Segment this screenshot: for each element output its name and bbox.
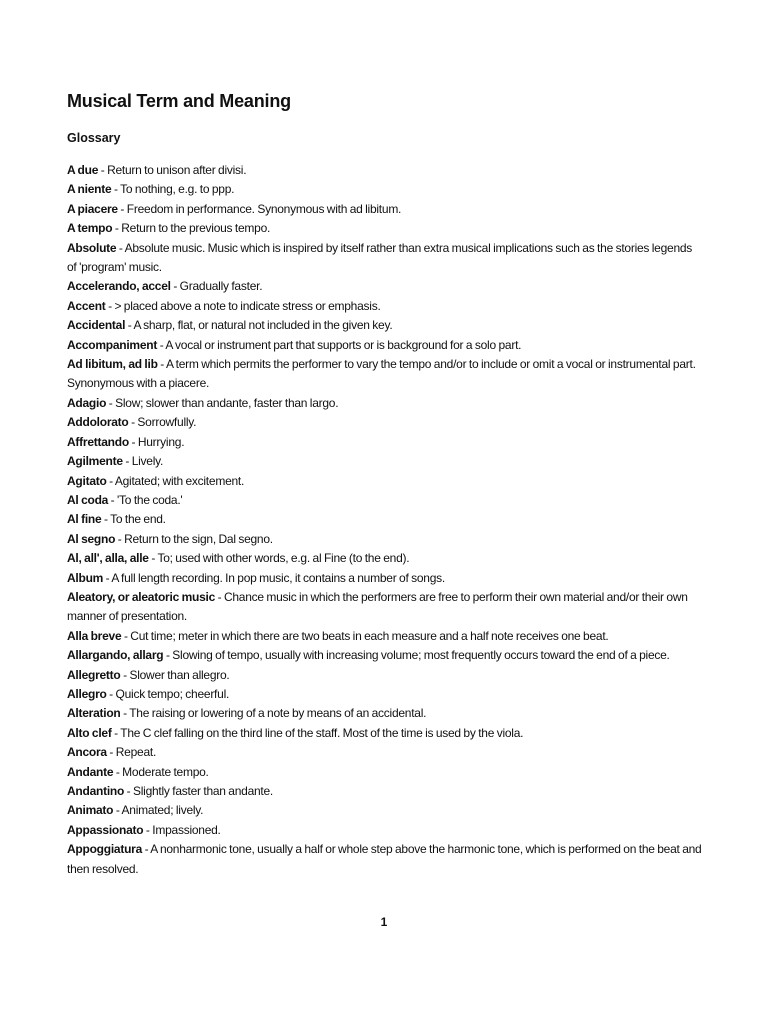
glossary-term: A due bbox=[67, 163, 99, 177]
glossary-entry: Appassionato - Impassioned. bbox=[67, 822, 221, 837]
glossary-entry: Adagio - Slow; slower than andante, faster than largo. bbox=[67, 395, 339, 410]
glossary-definition: Moderate tempo. bbox=[122, 764, 209, 779]
glossary-entry: Andante - Moderate tempo. bbox=[67, 764, 209, 779]
glossary-entry: Accidental - A sharp, flat, or natural not included in the given key. bbox=[67, 318, 393, 333]
glossary-definition: Hurrying. bbox=[137, 434, 185, 449]
glossary-definition: A nonharmonic tone, usually a half or whole step above the harmonic tone, which is performed on the beat and then resolved. bbox=[67, 842, 702, 876]
glossary-definition: Chance music in which the performers are free to perform their own material and/or their own manner of presentation. bbox=[67, 589, 688, 624]
glossary-definition: Lively. bbox=[131, 454, 164, 469]
glossary-entry: Alteration - The raising or lowering of a note by means of an accidental. bbox=[67, 706, 427, 721]
glossary-term: Andante bbox=[67, 764, 114, 779]
glossary-entry: Andantino - Slightly faster than andante. bbox=[67, 784, 274, 798]
glossary-entry: Al segno - Return to the sign, Dal segno. bbox=[67, 531, 273, 546]
glossary-entry: Addolorato - Sorrowfully. bbox=[67, 415, 197, 430]
glossary-entry: Ancora - Repeat. bbox=[67, 745, 157, 760]
glossary-term: Aleatory, or aleatoric music bbox=[67, 589, 216, 604]
glossary-entry: Al fine - To the end. bbox=[67, 512, 166, 527]
glossary-entry: Al, all', alla, alle - To; used with other words, e.g. al Fine (to the end). bbox=[67, 551, 410, 566]
glossary-entry: Alto clef - The C clef falling on the third line of the staff. Most of the time is used by the viola. bbox=[67, 725, 524, 740]
glossary-entry: Accelerando, accel - Gradually faster. bbox=[67, 279, 263, 294]
glossary-definition: Return to the previous tempo. bbox=[121, 221, 271, 236]
glossary-entry: Animato - Animated; lively. bbox=[67, 803, 204, 818]
glossary-entry: Alla breve - Cut time; meter in which there are two beats in each measure and a half note receives one beat. bbox=[67, 628, 609, 643]
glossary-definition: Absolute music. Music which is inspired by itself rather than extra musical implications such as the stories legends of 'program' music. bbox=[67, 240, 693, 275]
glossary-definition: The raising or lowering of a note by means of an accidental. bbox=[129, 706, 427, 721]
glossary-definition: Return to unison after divisi. bbox=[107, 163, 247, 177]
glossary-definition: To nothing, e.g. to ppp. bbox=[120, 182, 235, 197]
page-number: 1 bbox=[380, 915, 388, 929]
glossary-definition: Slowing of tempo, usually with increasing volume; most frequently occurs toward the end of a piece. bbox=[172, 648, 670, 663]
glossary-term: Absolute bbox=[67, 240, 117, 255]
glossary-entry: Agitato - Agitated; with excitement. bbox=[67, 473, 245, 488]
glossary-term: Addolorato bbox=[67, 415, 129, 430]
glossary-entry: Ad libitum, ad lib - A term which permits the performer to vary the tempo and/or to include or omit a vocal or instrumental part. Synonymous with a piacere. bbox=[67, 357, 696, 391]
glossary-definition: To the end. bbox=[110, 512, 166, 527]
glossary-entry: A piacere - Freedom in performance. Synonymous with ad libitum. bbox=[67, 201, 402, 216]
glossary-definition: Cut time; meter in which there are two beats in each measure and a half note receives one beat. bbox=[130, 628, 609, 643]
glossary-term: Agitato bbox=[67, 473, 107, 488]
section-heading: Glossary bbox=[67, 131, 121, 145]
glossary-definition: Slow; slower than andante, faster than largo. bbox=[115, 395, 339, 410]
glossary-entry: Album - A full length recording. In pop music, it contains a number of songs. bbox=[67, 570, 445, 585]
glossary-definition: Animated; lively. bbox=[121, 803, 204, 818]
glossary-definition: Agitated; with excitement. bbox=[114, 473, 245, 488]
glossary-definition: Gradually faster. bbox=[179, 279, 263, 294]
glossary-entry: A tempo - Return to the previous tempo. bbox=[67, 221, 271, 236]
glossary-term: A niente bbox=[67, 182, 112, 197]
glossary-definition: > placed above a note to indicate stress or emphasis. bbox=[114, 298, 381, 313]
glossary-definition: Sorrowfully. bbox=[137, 415, 197, 430]
glossary-definition: Impassioned. bbox=[152, 822, 221, 837]
glossary-definition: Return to the sign, Dal segno. bbox=[124, 531, 273, 546]
glossary-term: Alla breve bbox=[67, 628, 122, 643]
glossary-term: Al segno bbox=[67, 531, 116, 546]
glossary-term: Album bbox=[67, 570, 104, 585]
glossary-definition: Slightly faster than andante. bbox=[133, 784, 274, 798]
glossary-term: Al fine bbox=[67, 512, 102, 527]
glossary-term: Allargando, allarg bbox=[67, 648, 164, 663]
glossary-term: Adagio bbox=[67, 395, 107, 410]
glossary-entry: Allegretto - Slower than allegro. bbox=[67, 667, 230, 682]
glossary-definition: Repeat. bbox=[115, 745, 157, 760]
glossary-term: Ancora bbox=[67, 745, 107, 760]
glossary-entry: Allegro - Quick tempo; cheerful. bbox=[67, 686, 230, 701]
glossary-entry: Appoggiatura - A nonharmonic tone, usually a half or whole step above the harmonic tone, which is performed on the beat and then resolved. bbox=[67, 842, 702, 876]
glossary-entry: A niente - To nothing, e.g. to ppp. bbox=[67, 182, 235, 197]
glossary-definition: Freedom in performance. Synonymous with ad libitum. bbox=[126, 201, 402, 216]
glossary-definition: To; used with other words, e.g. al Fine (to the end). bbox=[157, 551, 410, 566]
glossary-term: Agilmente bbox=[67, 454, 123, 469]
glossary-definition: Slower than allegro. bbox=[129, 667, 230, 682]
glossary-term: A tempo bbox=[67, 221, 113, 236]
glossary-term: Accelerando, accel bbox=[67, 279, 171, 294]
glossary-definition: A term which permits the performer to vary the tempo and/or to include or omit a vocal or instrumental part. Synonymous with a piacere. bbox=[67, 357, 696, 391]
glossary-definition: Quick tempo; cheerful. bbox=[115, 686, 230, 701]
glossary-term: Al, all', alla, alle bbox=[67, 551, 149, 566]
glossary-entry: Absolute - Absolute music. Music which is inspired by itself rather than extra musical implications such as the stories legends of 'program' music. bbox=[67, 240, 693, 275]
glossary-definition: The C clef falling on the third line of the staff. Most of the time is used by the viola. bbox=[120, 725, 524, 740]
glossary-term: Al coda bbox=[67, 492, 109, 507]
glossary-list bbox=[67, 161, 703, 879]
glossary-entry: Affrettando - Hurrying. bbox=[67, 434, 185, 449]
glossary-term: Appoggiatura bbox=[67, 842, 142, 857]
glossary-entry: A due - Return to unison after divisi. bbox=[67, 163, 247, 177]
glossary-term: Alteration bbox=[67, 706, 121, 721]
glossary-entry: Accent - > placed above a note to indicate stress or emphasis. bbox=[67, 298, 381, 313]
glossary-definition: A sharp, flat, or natural not included in the given key. bbox=[133, 318, 393, 333]
glossary-term: A piacere bbox=[67, 201, 118, 216]
glossary-entry: Al coda - 'To the coda.' bbox=[67, 492, 183, 507]
glossary-term: Accent bbox=[67, 298, 106, 313]
glossary-term: Appassionato bbox=[67, 822, 144, 837]
page-title: Musical Term and Meaning bbox=[67, 91, 291, 111]
glossary-term: Allegro bbox=[67, 686, 107, 701]
glossary-entry: Agilmente - Lively. bbox=[67, 454, 164, 469]
glossary-term: Alto clef bbox=[67, 725, 112, 740]
glossary-term: Allegretto bbox=[67, 667, 121, 682]
glossary-definition: 'To the coda.' bbox=[117, 492, 183, 507]
glossary-definition: A vocal or instrument part that supports or is background for a solo part. bbox=[165, 337, 522, 352]
glossary-term: Andantino bbox=[67, 784, 125, 798]
glossary-term: Ad libitum, ad lib bbox=[67, 357, 158, 372]
glossary-term: Accompaniment bbox=[67, 337, 158, 352]
glossary-term: Animato bbox=[67, 803, 114, 818]
glossary-entry: Accompaniment - A vocal or instrument part that supports or is background for a solo part. bbox=[67, 337, 522, 352]
glossary-term: Affrettando bbox=[67, 434, 129, 449]
glossary-definition: A full length recording. In pop music, it contains a number of songs. bbox=[111, 570, 445, 585]
glossary-term: Accidental bbox=[67, 318, 126, 333]
glossary-entry: Allargando, allarg - Slowing of tempo, usually with increasing volume; most frequently occurs toward the end of a piece. bbox=[67, 648, 670, 663]
glossary-entry: Aleatory, or aleatoric music - Chance music in which the performers are free to perform their own material and/or their own manner of presentation. bbox=[67, 589, 688, 624]
